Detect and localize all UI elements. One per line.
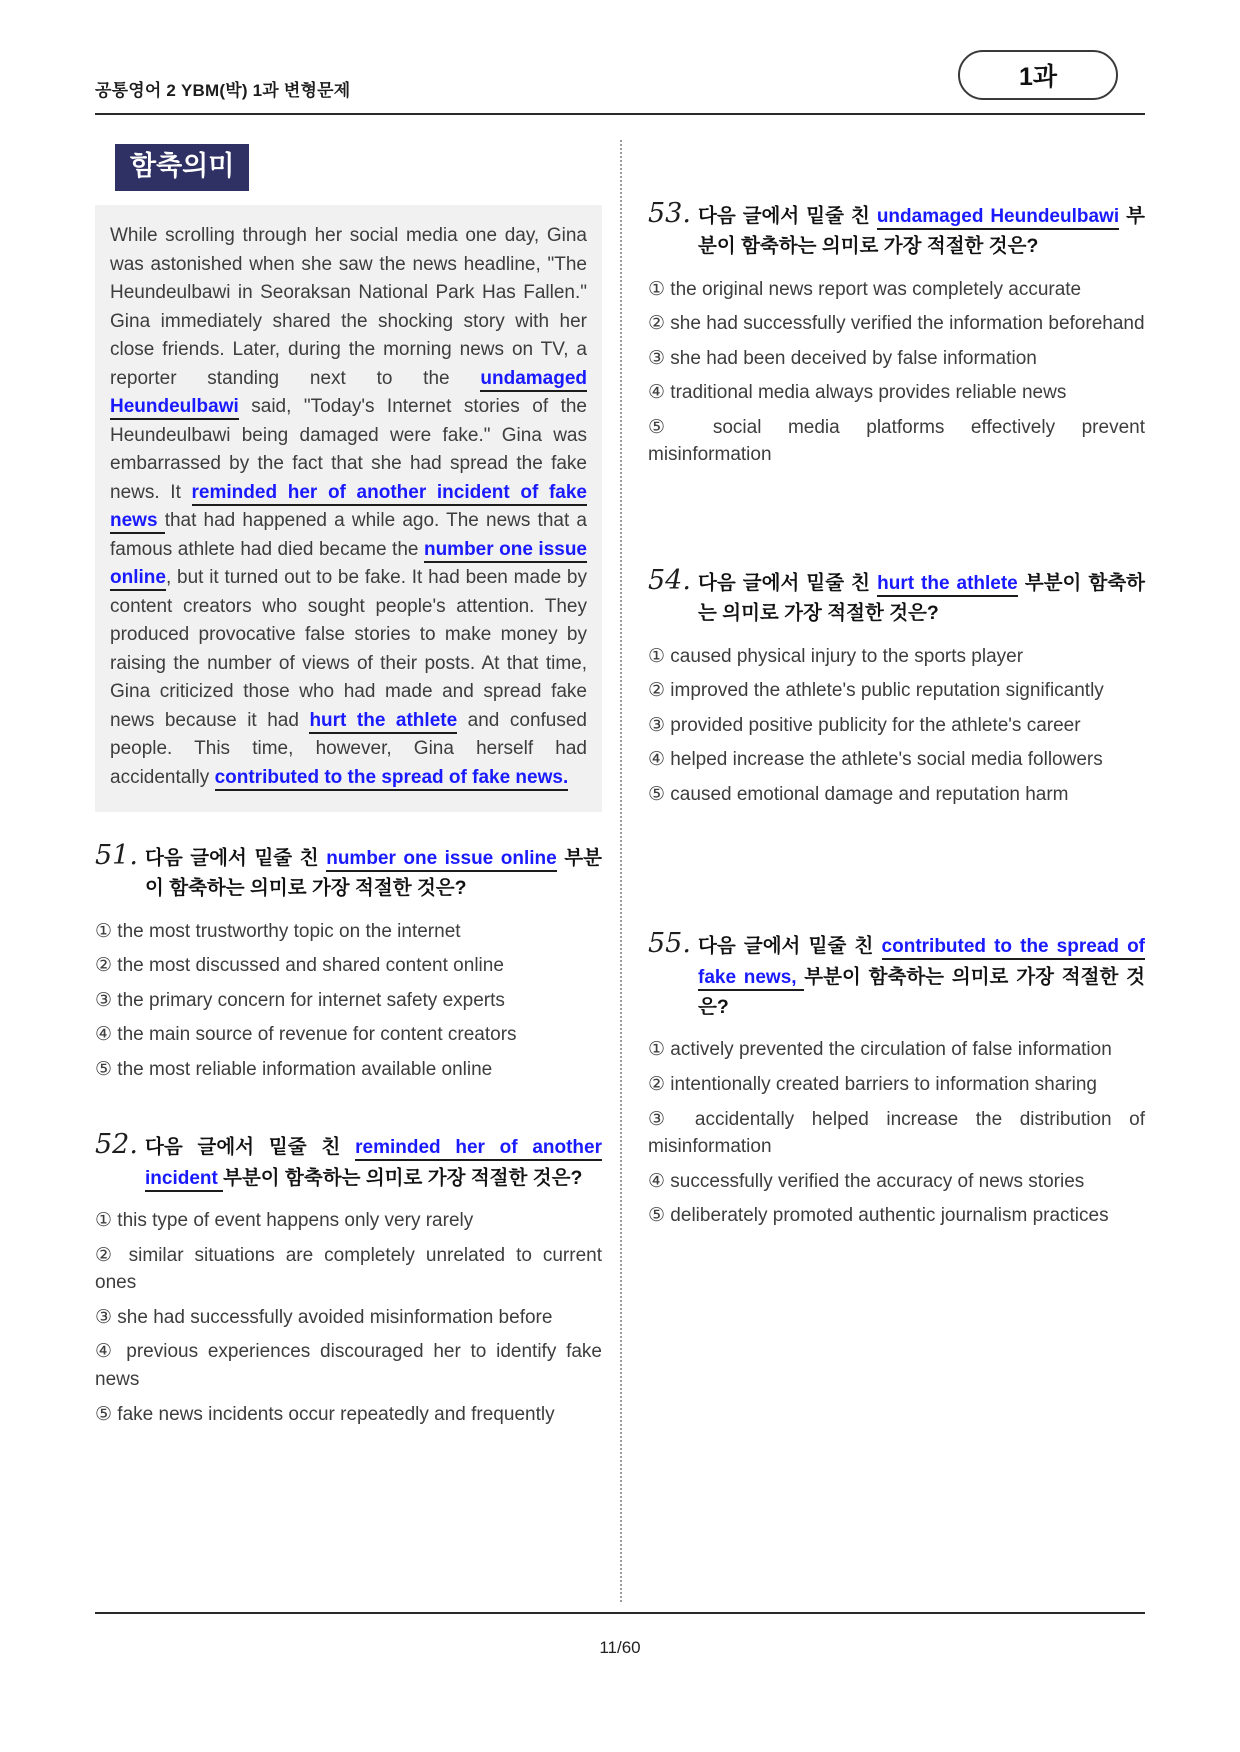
footer-rule (95, 1612, 1145, 1614)
option-item: ⑤ deliberately promoted authentic journalism practices (648, 1205, 1109, 1227)
option-item: ① the most trustworthy topic on the internet (95, 920, 461, 942)
question-head (648, 565, 1145, 629)
option-item: ② similar situations are completely unrelated to current ones (95, 1244, 602, 1294)
passage-segment: and confused people. This time, however, Gina herself had accidentally (110, 709, 587, 788)
prompt-suffix: 부분이 함축하는 의미로 가장 적절한 것은? (698, 571, 1146, 625)
header-rule (95, 113, 1145, 115)
underlined-phrase: contributed to the spread of fake news, (698, 936, 1145, 990)
section-label: 함축의미 (115, 144, 249, 191)
option-item: ① caused physical injury to the sports player (648, 645, 1024, 667)
options-list (648, 1036, 1145, 1229)
header-title: 공통영어 2 YBM(박) 1과 변형문제 (95, 81, 351, 100)
passage-marked-phrase: reminded her of another incident of fake news (110, 482, 587, 535)
passage-segment: said, "Today's Internet stories of the Heundeulbawi being damaged were fake." Gina was embarrassed by the fact that she had spread the fake news. It (110, 396, 587, 503)
prompt-suffix: 부분이 함축하는 의미로 가장 적절한 것은? (223, 1166, 583, 1189)
question-54 (648, 565, 1145, 808)
question-head (648, 928, 1145, 1022)
prompt-prefix: 다음 글에서 밑줄 친 (698, 935, 882, 958)
passage-segment: that had happened a while ago. The news that a famous athlete had died became the (110, 510, 587, 560)
option-item: ① actively prevented the circulation of false information (648, 1039, 1112, 1061)
option-item: ③ she had successfully avoided misinformation before (95, 1306, 553, 1328)
prompt-prefix: 다음 글에서 밑줄 친 (698, 571, 878, 594)
underlined-phrase: undamaged Heundeulbawi (877, 206, 1119, 230)
chapter-badge: 1과 (958, 50, 1118, 100)
prompt-suffix: 부분이 함축하는 의미로 가장 적절한 것은? (698, 205, 1145, 258)
question-number: 53. (648, 198, 691, 229)
underlined-phrase: reminded her of another incident (145, 1137, 602, 1191)
question-prompt (698, 198, 1145, 262)
question-head (95, 1129, 602, 1193)
question-prompt (145, 840, 602, 904)
question-head (95, 840, 602, 904)
option-item: ① this type of event happens only very rarely (95, 1210, 474, 1232)
two-column-layout (95, 140, 1145, 1602)
option-item: ④ the main source of revenue for content creators (95, 1024, 517, 1046)
passage-marked-phrase: number one issue online (110, 539, 587, 592)
question-number: 54. (648, 564, 691, 596)
question-prompt (145, 1129, 602, 1193)
options-list (95, 918, 602, 1084)
option-item: ③ she had been deceived by false information (648, 347, 1037, 369)
page-number: 11/60 (599, 1638, 641, 1657)
option-item: ⑤ fake news incidents occur repeatedly and frequently (95, 1403, 555, 1425)
question-52 (95, 1129, 602, 1428)
prompt-prefix: 다음 글에서 밑줄 친 (698, 205, 877, 227)
option-item: ④ previous experiences discouraged her to identify fake news (95, 1341, 602, 1390)
question-53 (648, 198, 1145, 469)
option-item: ③ provided positive publicity for the athlete's career (648, 714, 1081, 736)
option-item: ⑤ caused emotional damage and reputation harm (648, 783, 1069, 805)
question-number: 52. (95, 1129, 138, 1161)
underlined-phrase: number one issue online (326, 848, 556, 872)
left-column (95, 140, 602, 1602)
question-51 (95, 840, 602, 1083)
option-item: ④ successfully verified the accuracy of news stories (648, 1170, 1085, 1192)
prompt-suffix: 부분이 함축하는 의미로 가장 적절한 것은? (698, 965, 1145, 1019)
passage-marked-phrase: hurt the athlete (309, 710, 457, 734)
option-item: ① the original news report was completely accurate (648, 278, 1082, 300)
passage-marked-phrase: undamaged Heundeulbawi (110, 368, 587, 421)
question-number: 55. (648, 928, 691, 960)
option-item: ⑤ social media platforms effectively prevent misinformation (648, 416, 1145, 466)
option-item: ② the most discussed and shared content online (95, 955, 504, 977)
passage-segment: , but it turned out to be fake. It had been made by content creators who sought people's attention. They produced provocative false stories to make money by raising the number of views of their posts. At that time, Gina criticized those who had made and spread fake news because it had (110, 567, 587, 731)
passage-segment: While scrolling through her social media one day, Gina was astonished when she saw the news headline, "The Heundeulbawi in Seoraksan National Park Has Fallen." Gina immediately shared the shocking story with her close friends. Later, during the morning news on TV, a reporter standing next to the (110, 225, 587, 389)
option-item: ④ helped increase the athlete's social media followers (648, 749, 1103, 771)
passage-box (95, 205, 602, 812)
prompt-suffix: 부분이 함축하는 의미로 가장 적절한 것은? (145, 847, 602, 900)
prompt-prefix: 다음 글에서 밑줄 친 (145, 1136, 356, 1159)
question-prompt (698, 565, 1145, 629)
options-list (648, 276, 1145, 469)
passage-marked-phrase: contributed to the spread of fake news. (215, 767, 569, 791)
options-list (648, 643, 1145, 809)
option-item: ② intentionally created barriers to information sharing (648, 1073, 1097, 1095)
option-item: ③ the primary concern for internet safety experts (95, 989, 505, 1011)
left-questions (95, 840, 602, 1428)
column-divider (620, 140, 622, 1602)
prompt-prefix: 다음 글에서 밑줄 친 (145, 847, 327, 869)
option-item: ③ accidentally helped increase the distribution of misinformation (648, 1108, 1145, 1158)
underlined-phrase: hurt the athlete (877, 573, 1018, 597)
option-item: ② improved the athlete's public reputation significantly (648, 680, 1104, 702)
option-item: ② she had successfully verified the information beforehand (648, 313, 1145, 335)
question-head (648, 198, 1145, 262)
question-55 (648, 928, 1145, 1229)
question-number: 51. (95, 840, 138, 871)
question-prompt (698, 928, 1145, 1022)
options-list (95, 1207, 602, 1428)
right-column (648, 140, 1145, 1602)
option-item: ④ traditional media always provides reliable news (648, 382, 1067, 404)
option-item: ⑤ the most reliable information available online (95, 1058, 493, 1080)
